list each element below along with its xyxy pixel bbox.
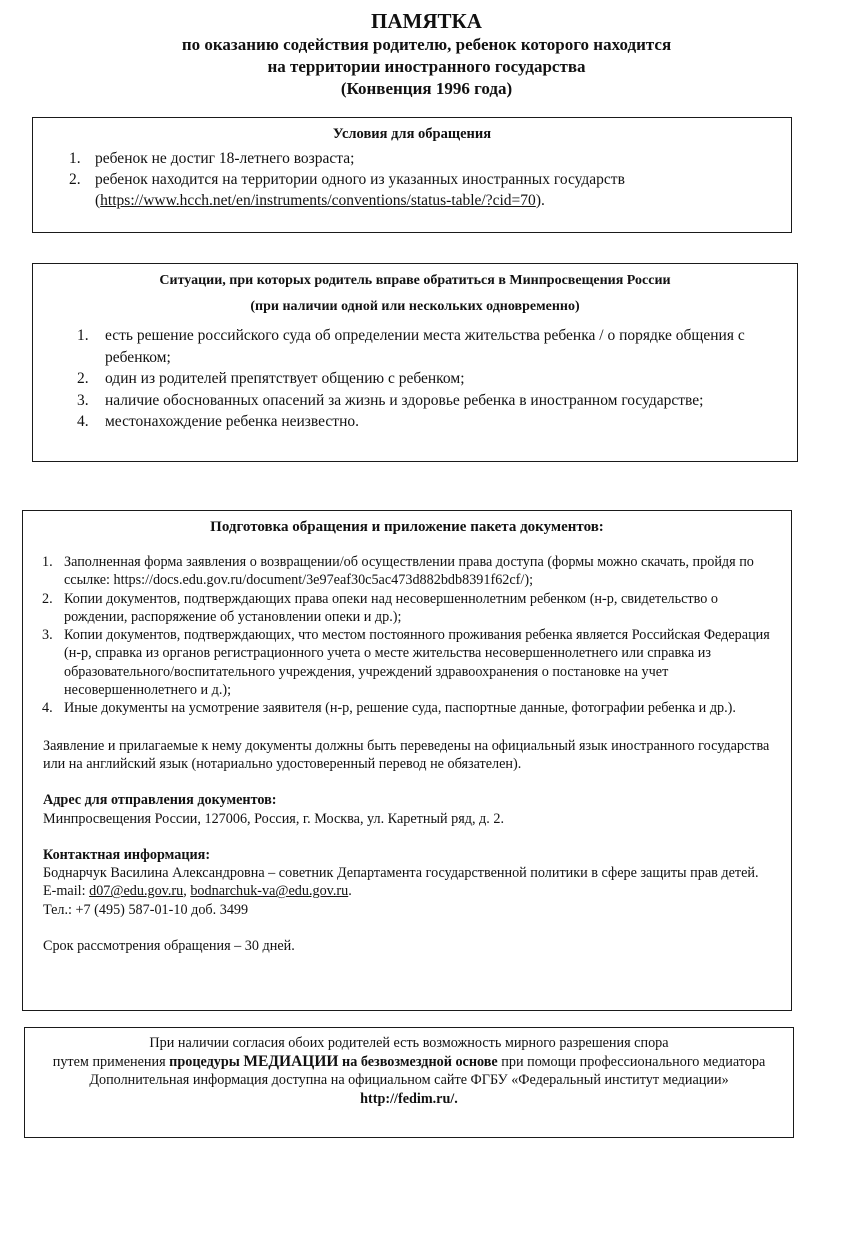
- item-text: Заполненная форма заявления о возвращении/об осуществлении права доступа (формы можно скачать, пройдя по ссылке: https://docs.edu.gov.ru/document/3e97eaf30c5ac473d882bdb8391f62cf/);: [64, 554, 754, 589]
- mediation-text: путем применения: [52, 1053, 170, 1070]
- mediation-line-1: При наличии согласия обоих родителей есть возможность мирного разрешения спора: [149, 1035, 669, 1051]
- item-text: наличие обоснованных опасений за жизнь и здоровье ребенка в иностранном государстве;: [105, 391, 704, 409]
- list-item: [42, 626, 791, 699]
- item-number: 1.: [42, 554, 53, 570]
- mediation-text: при помощи профессионального медиатора: [497, 1053, 766, 1070]
- document-subtitle-line-2: на территории иностранного государства: [267, 57, 586, 76]
- email-label: E-mail:: [43, 883, 90, 900]
- list-item: [69, 148, 791, 169]
- conditions-title: Условия для обращения: [332, 126, 492, 142]
- address-block: [23, 791, 791, 828]
- list-item: [77, 411, 797, 433]
- item-text: Копии документов, подтверждающих, что местом постоянного проживания ребенка является Российская Федерация (н-р, справка из органов регистрационного учета о месте жительства несовершеннолетнего или справка из образовательного/воспитательного учреждения, учреждений здравоохранения о постановке на учет несовершеннолетнего и д.);: [64, 627, 770, 699]
- hcch-status-table-link[interactable]: https://www.hcch.net/en/instruments/conventions/status-table/?cid=70: [100, 192, 536, 209]
- list-item: [42, 590, 791, 627]
- item-number: 2.: [77, 370, 89, 387]
- fedim-link[interactable]: http://fedim.ru/.: [360, 1090, 458, 1107]
- review-deadline: Срок рассмотрения обращения – 30 дней.: [43, 938, 295, 955]
- conditions-list: [33, 148, 791, 211]
- item-text: есть решение российского суда об определении места жительства ребенка / о порядке общения с ребенком;: [105, 327, 745, 366]
- preparation-box: [22, 510, 792, 1011]
- mediation-line-2: [25, 1053, 793, 1072]
- email-link-d07[interactable]: d07@edu.gov.ru: [89, 883, 184, 900]
- item-number: 2.: [42, 590, 53, 607]
- email-separator: ,: [183, 883, 191, 900]
- email-end: .: [348, 883, 352, 900]
- item-text: Иные документы на усмотрение заявителя (н-р, решение суда, паспортные данные, фотографии ребенка и др.).: [64, 700, 736, 717]
- document-subtitle-line-3: (Конвенция 1996 года): [340, 79, 513, 98]
- contact-block: [23, 846, 791, 919]
- contact-label: Контактная информация:: [43, 846, 211, 863]
- situations-list: [33, 325, 797, 433]
- email-link-bodnarchuk[interactable]: bodnarchuk-va@edu.gov.ru: [190, 883, 349, 900]
- mediation-keyword: МЕДИАЦИИ: [243, 1052, 339, 1070]
- item-text: один из родителей препятствует общению с ребенком;: [105, 370, 465, 387]
- situations-subtitle: (при наличии одной или нескольких одновременно): [250, 299, 580, 314]
- mediation-line-3: Дополнительная информация доступна на официальном сайте ФГБУ «Федеральный институт медиации»: [89, 1072, 729, 1089]
- item-number: 1.: [69, 150, 81, 167]
- item-text: Копии документов, подтверждающих права опеки над несовершеннолетним ребенком (н-р, свидетельство о рождении, распоряжение об установлении опеки и др.);: [64, 590, 718, 625]
- situations-box: [32, 263, 798, 462]
- contact-person: Боднарчук Василина Александровна – советник Департамента государственной политики в сфере защиты прав детей.: [43, 865, 759, 882]
- item-number: 3.: [77, 391, 89, 409]
- list-item: [69, 169, 791, 211]
- paren-close: ).: [535, 192, 545, 209]
- list-item: [77, 368, 797, 390]
- item-text-wrapper: [95, 169, 771, 211]
- item-text: ребенок не достиг 18-летнего возраста;: [95, 150, 355, 167]
- item-text: ребенок находится на территории одного из указанных иностранных государств: [95, 171, 625, 188]
- documents-list: [23, 553, 791, 718]
- item-number: 2.: [69, 171, 81, 188]
- translation-note: Заявление и прилагаемые к нему документы должны быть переведены на официальный язык иностранного государства или на английский язык (нотариально удостоверенный перевод не обязателен).: [43, 737, 770, 772]
- list-item: [42, 699, 791, 717]
- list-item: [77, 390, 797, 412]
- list-item: [42, 553, 791, 590]
- paren-open: (: [95, 192, 101, 209]
- mediation-box: [24, 1027, 794, 1138]
- item-number: 3.: [42, 627, 53, 644]
- document-title: ПАМЯТКА: [371, 9, 482, 33]
- address-value: Минпросвещения России, 127006, Россия, г. Москва, ул. Каретный ряд, д. 2.: [43, 810, 504, 827]
- document-header: [0, 8, 853, 100]
- item-text: местонахождение ребенка неизвестно.: [105, 413, 359, 430]
- mediation-bold-text: на безвозмездной основе: [338, 1053, 498, 1070]
- item-number: 4.: [77, 413, 89, 430]
- address-label: Адрес для отправления документов:: [43, 792, 277, 809]
- item-number: 1.: [77, 327, 89, 344]
- conditions-box: [32, 117, 792, 233]
- situations-title: Ситуации, при которых родитель вправе обратиться в Минпросвещения России: [159, 273, 671, 288]
- preparation-title: Подготовка обращения и приложение пакета документов:: [210, 519, 604, 535]
- mediation-bold-text: процедуры: [169, 1053, 244, 1070]
- list-item: [77, 325, 797, 368]
- contact-phone: Тел.: +7 (495) 587-01-10 доб. 3499: [43, 901, 249, 918]
- item-number: 4.: [42, 700, 53, 717]
- document-subtitle-line-1: по оказанию содействия родителю, ребенок которого находится: [181, 35, 672, 54]
